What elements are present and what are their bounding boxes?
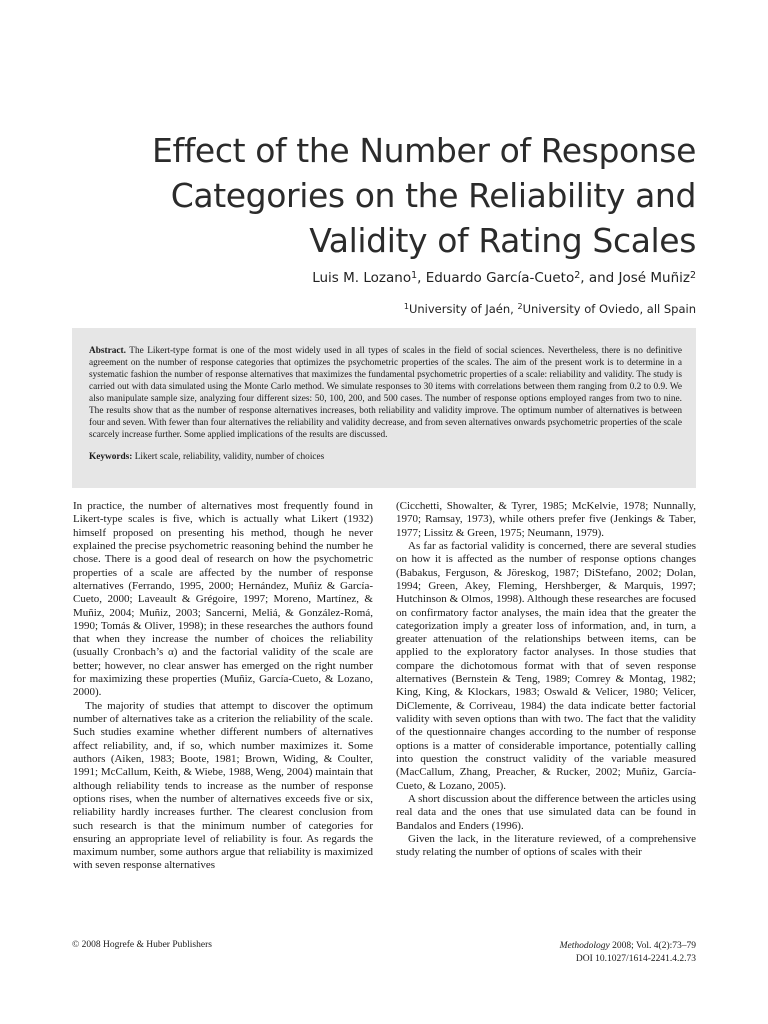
affil-mark-1: 1 (403, 302, 409, 312)
paragraph: (Cicchetti, Showalter, & Tyrer, 1985; McKelvie, 1978; Nunnally, 1970; Ramsay, 1973), while others prefer five (Jenkings & Taber, 1977; Lissitz & Green, 1975; Neumann, 1979). (396, 500, 696, 539)
abstract (89, 345, 682, 441)
keywords (89, 451, 682, 463)
author-3: José Muñiz (618, 270, 690, 286)
keywords-list: Likert scale, reliability, validity, number of choices (132, 452, 325, 463)
article-title (96, 128, 696, 263)
paragraph: In practice, the number of alternatives most frequently found in Likert-type scales is five, which is actually what Likert (1932) himself proposed on presenting his method, though he never explained the precise psychometric reasoning behind the number he chose. There is a good deal of research on how the psychometric properties of a scale are affected by the number of response alternatives (Ferrando, 1995, 2000; Hernández, Muñiz & García-Cueto, 2000; Laveault & Grégoire, 1997; Moreno, Martínez, & Muñiz, 2004; Muñiz, 2003; Sancerni, Meliá, & González-Romá, 1990; Tomás & Oliver, 1998); in these researches the authors found that when they increase the number of choices the reliability (usually Cronbach’s α) and the factorial validity of the scale are better; however, no clear answer has emerged on the right number for maximizing these properties (Muñiz, García-Cueto, & Lozano, 2000). (73, 500, 373, 699)
title-line-3: Validity of Rating Scales (309, 221, 696, 260)
abstract-label: Abstract. (89, 346, 126, 356)
doi: DOI 10.1027/1614-2241.4.2.73 (575, 954, 696, 964)
author-separator: , (417, 270, 426, 286)
volume-pages: 2008; Vol. 4(2):73–79 (609, 941, 696, 951)
abstract-box (72, 328, 696, 488)
affiliations (96, 302, 696, 316)
abstract-body: The Likert-type format is one of the most widely used in all types of scales in the field of social sciences. Nevertheless, there is no definitive agreement on the number of response categories that optimizes the psychometric properties of the scales. The aim of the present work is to determine in a systematic fashion the number of response alternatives that maximizes the fundamental psychometric properties of a scale: reliability and validity. The study is carried out with data simulated using the Monte Carlo method. We simulate responses to 30 items with correlations between them ranging from 0.2 to 0.9. We also manipulate sample size, analyzing four different sizes: 50, 100, 200, and 500 cases. The number of response options employed ranges from two to nine. The results show that as the number of response alternatives increases, both reliability and validity improve. The optimum number of alternatives is between four and seven. With fewer than four alternatives the reliability and validity decrease, and from seven alternatives onwards psychometric properties of the scale scarcely increase further. Some applied implications of the results are discussed. (89, 346, 682, 441)
affiliation-2: University of Oviedo, all Spain (522, 302, 696, 316)
paragraph: A short discussion about the difference between the articles using real data and the ones that use simulated data can be found in Bandalos and Enders (1996). (396, 792, 696, 832)
title-line-1: Effect of the Number of Response (152, 131, 696, 170)
author-1-affil-mark: 1 (411, 269, 418, 281)
title-line-2: Categories on the Reliability and (170, 176, 696, 215)
author-3-affil-mark: 2 (689, 269, 696, 281)
author-1: Luis M. Lozano (312, 270, 412, 286)
affiliation-1: University of Jaén, (408, 302, 518, 316)
paragraph: The majority of studies that attempt to discover the optimum number of alternatives take as a criterion the reliability of the scale. Such studies examine whether different numbers of alternatives affect reliability, and, if so, which number maximizes it. Some authors (Aiken, 1983; Boote, 1981; Brown, Widing, & Coulter, 1991; McCallum, Keith, & Wiebe, 1988, Weng, 2004) maintain that although reliability tends to increase as the number of response options rises, when the number of alternatives exceeds five or six, reliability hardly increases further. The clearest conclusion from such research is that the minimum number of categories for ensuring an appropriate level of reliability is four. As regards the maximum number, some authors argue that reliability is maximized with seven response alternatives (73, 699, 373, 872)
paragraph: Given the lack, in the literature reviewed, of a comprehensive study relating the number of options of scales with their (396, 832, 696, 859)
body-column-left (73, 500, 373, 873)
body-column-right (396, 500, 696, 859)
journal-volume (560, 940, 696, 953)
copyright-notice: © 2008 Hogrefe & Huber Publishers (72, 940, 212, 950)
author-2: Eduardo García-Cueto (425, 270, 575, 286)
journal-citation (560, 940, 696, 966)
paragraph: As far as factorial validity is concerned, there are several studies on how it is affected as the number of response options changes (Babakus, Ferguson, & Jöreskog, 1987; DiStefano, 2002; Dolan, 1994; Green, Akey, Fleming, Hershberger, & Marquis, 1997; Hutchinson & Olmos, 1998). Although these researches are focused on confirmatory factor analyses, the main idea that the greater the categorization imply a greater loss of information, and, in turn, a greater attenuation of the relationships between items, can be applied to the exploratory factor analyses. In those studies that compare the dichotomous format with that of seven response alternatives (Bernstein & Teng, 1989; Comrey & Montag, 1982; King, King, & Klockars, 1983; Oswald & Velicer, 1980; Velicer, DiClemente, & Corriveau, 1984) the data indicate better factorial validity with seven options than with two. The fact that the validity of the questionnaire changes according to the number of response options is a matter of considerable importance, potentially calling into question the construct validity of the variable measured (MacCallum, Zhang, Preacher, & Rucker, 2002; Muñiz, García-Cueto, & Lozano, 2005). (396, 539, 696, 792)
keywords-label: Keywords: (89, 452, 133, 463)
affil-mark-2: 2 (517, 302, 523, 312)
author-list (96, 270, 696, 286)
author-2-affil-mark: 2 (574, 269, 581, 281)
journal-name: Methodology (559, 941, 610, 951)
author-separator: , and (580, 270, 619, 286)
